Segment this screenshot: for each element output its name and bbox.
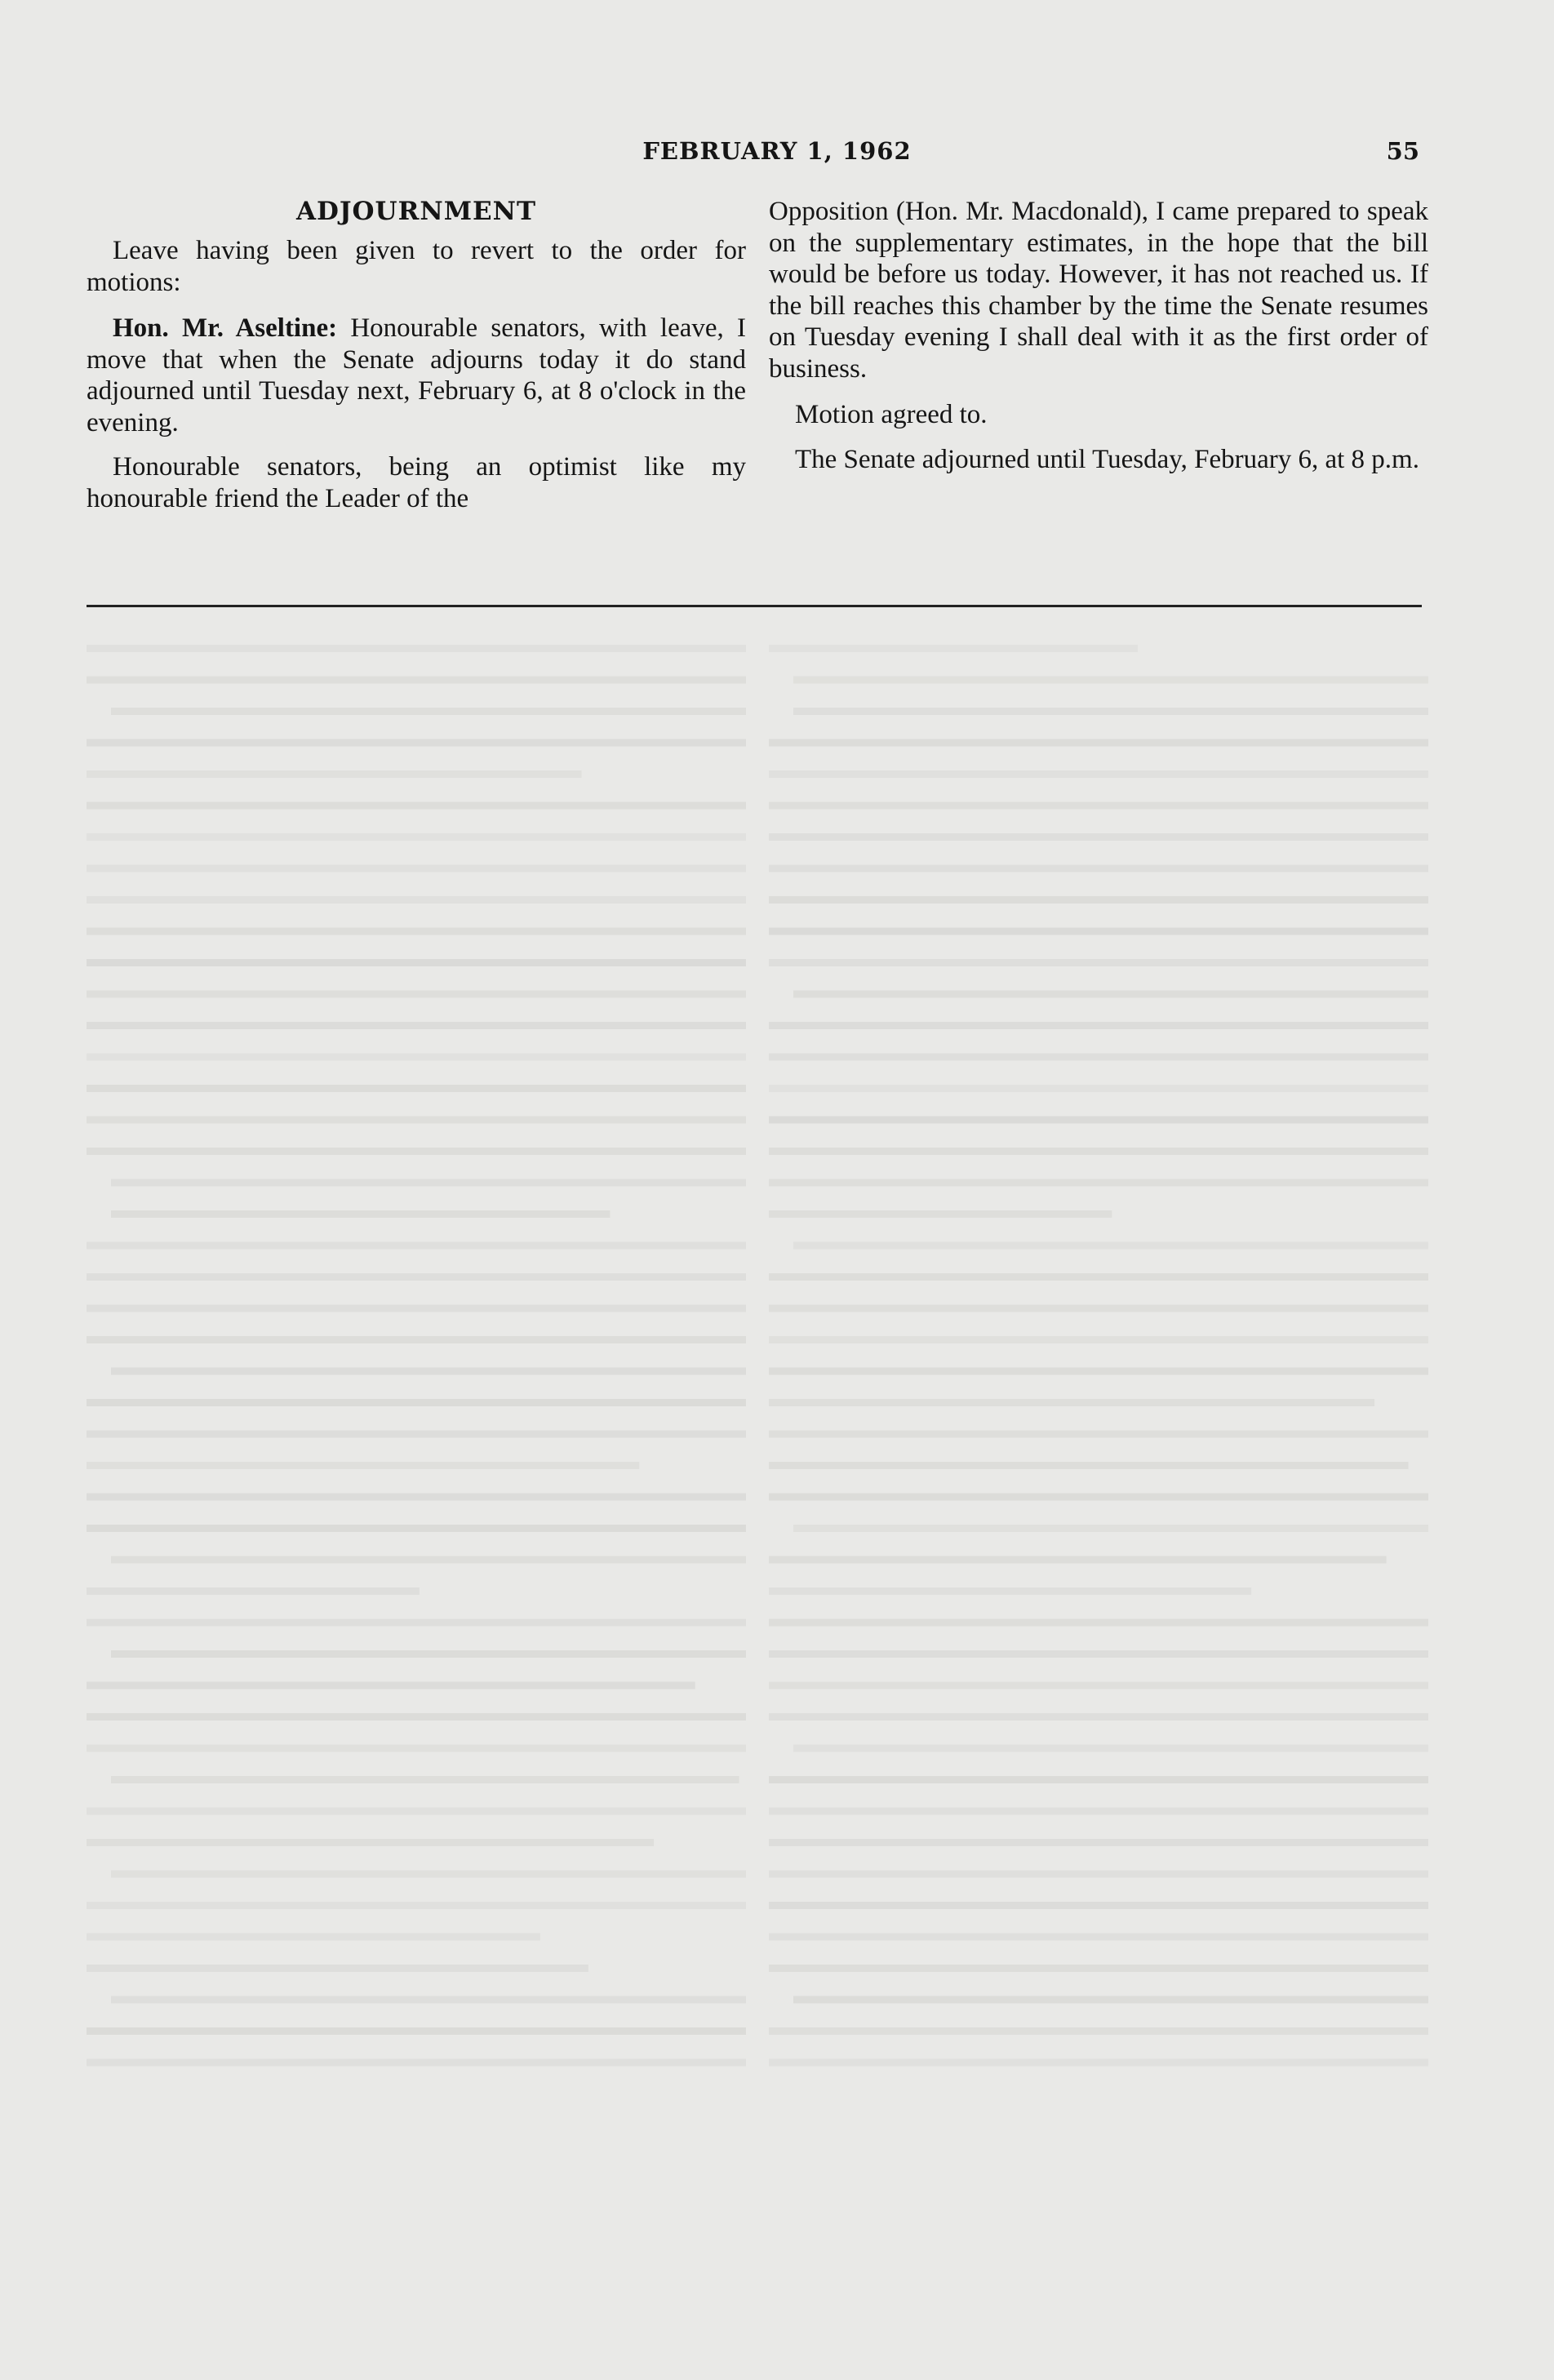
bleed-through-line xyxy=(769,959,1428,966)
bleed-through-line xyxy=(87,1054,746,1061)
bleed-through-line xyxy=(769,1556,1387,1564)
bleed-through-line xyxy=(111,1368,746,1375)
bleed-through-line xyxy=(769,1934,1428,1941)
bleed-through-line xyxy=(87,739,746,747)
bleed-through-line xyxy=(87,1965,588,1972)
bleed-through-line xyxy=(769,1619,1428,1627)
bleed-through-line xyxy=(769,1965,1428,1972)
bleed-through-line xyxy=(87,1462,639,1469)
bleed-through-line xyxy=(769,1713,1428,1721)
bleed-through-line xyxy=(793,1996,1428,2004)
bleed-through-line xyxy=(793,991,1428,998)
bleed-through-line xyxy=(769,1902,1428,1909)
bleed-through-line xyxy=(87,1148,746,1155)
bleed-through-line xyxy=(87,1242,746,1250)
bleed-through-line xyxy=(793,1745,1428,1752)
bleed-through-line xyxy=(87,802,746,810)
bleed-through-line xyxy=(87,1745,746,1752)
bleed-through-line xyxy=(87,1587,420,1595)
paragraph-optimist: Honourable senators, being an optimist like my honourable friend the Leader of the xyxy=(87,452,746,513)
bleed-through-line xyxy=(769,865,1428,873)
bleed-through-line xyxy=(87,2059,746,2067)
bleed-through-line xyxy=(769,1871,1428,1878)
bleed-through-line xyxy=(87,1934,540,1941)
paragraph-motion-agreed: Motion agreed to. xyxy=(795,400,988,429)
bleed-through-line xyxy=(87,1619,746,1627)
bleed-through-line xyxy=(769,1273,1428,1281)
bleed-through-line xyxy=(111,708,746,715)
bleed-through-line xyxy=(769,770,1428,778)
bleed-through-line xyxy=(769,1839,1428,1846)
bleed-through-line xyxy=(769,1210,1112,1218)
page-number: 55 xyxy=(1386,137,1419,165)
bleed-through-line xyxy=(87,1682,695,1690)
bleed-through-line xyxy=(87,865,746,873)
bleed-through-line xyxy=(87,1305,746,1312)
bleed-through-line xyxy=(87,1839,654,1846)
bleed-through-line xyxy=(769,1431,1428,1438)
speaker-name: Hon. Mr. Aseltine: xyxy=(113,313,338,343)
bleed-through-line xyxy=(111,1996,746,2004)
bleed-through-line xyxy=(769,1179,1428,1187)
paragraph-opposition: Opposition (Hon. Mr. Macdonald), I came prepared to speak on the supplementary estimates, in the hope that the bill would be before us today. However, it has not reached us. If the bill reaches this chamber by the time the Senate resumes on Tuesday evening I shall deal with it as the first order of business. xyxy=(769,197,1428,384)
bleed-through-line xyxy=(769,802,1428,810)
bleed-through-line xyxy=(769,1368,1428,1375)
bleed-through-line xyxy=(769,1022,1428,1029)
bleed-through-line xyxy=(87,770,582,778)
bleed-through-line xyxy=(87,1399,746,1406)
bleed-through-line xyxy=(769,2027,1428,2035)
bleed-through-line xyxy=(111,1871,746,1878)
bleed-through-line xyxy=(769,928,1428,935)
horizontal-rule xyxy=(87,605,1422,607)
bleed-through-line xyxy=(769,1808,1428,1815)
bleed-through-line xyxy=(769,1054,1428,1061)
bleed-through-line xyxy=(111,1556,746,1564)
bleed-through-line xyxy=(87,677,746,684)
bleed-through-line xyxy=(87,1022,746,1029)
bleed-through-line xyxy=(769,1462,1409,1469)
bleed-through-line xyxy=(793,1525,1428,1532)
bleed-through-line xyxy=(769,1148,1428,1155)
bleed-through-line xyxy=(769,1494,1428,1501)
bleed-through-line xyxy=(111,1210,610,1218)
bleed-through-line xyxy=(87,1713,746,1721)
bleed-through-line xyxy=(87,1336,746,1343)
bleed-through-line xyxy=(87,2027,746,2035)
bleed-through-line xyxy=(87,1431,746,1438)
bleed-through-line xyxy=(769,1117,1428,1124)
bleed-through-line xyxy=(87,833,746,841)
bleed-through-line xyxy=(793,677,1428,684)
bleed-through-line xyxy=(87,1902,746,1909)
bleed-through-line xyxy=(87,1808,746,1815)
bleed-through-line xyxy=(111,1179,746,1187)
bleed-through-line xyxy=(769,1650,1428,1658)
bleed-through-line xyxy=(87,1494,746,1501)
left-column xyxy=(87,196,746,527)
bleed-through-line xyxy=(111,1650,746,1658)
bleed-through-line xyxy=(87,896,746,904)
bleed-through-line xyxy=(87,645,746,652)
bleed-through-line xyxy=(793,708,1428,715)
paragraph-motion-text: Honourable senators, with leave, I move that when the Senate adjourns today it do stand adjourned until Tuesday next, February 6, at 8 o'clock in the evening. xyxy=(87,313,746,437)
bleed-through-line xyxy=(769,1336,1428,1343)
bleed-through-line xyxy=(87,959,746,966)
bleed-through-line xyxy=(793,1242,1428,1250)
paragraph-motion xyxy=(87,313,746,438)
bleed-through-line xyxy=(87,1273,746,1281)
paragraph-senate-adjourned: The Senate adjourned until Tuesday, February 6, at 8 p.m. xyxy=(795,444,1419,474)
bleed-through-line xyxy=(769,739,1428,747)
bleed-through-line xyxy=(769,2059,1428,2067)
bleed-through-line xyxy=(769,1085,1428,1092)
bleed-through-line xyxy=(87,991,746,998)
paragraph-leave: Leave having been given to revert to the order for motions: xyxy=(87,236,746,297)
bleed-through-line xyxy=(769,1682,1428,1690)
section-heading: ADJOURNMENT xyxy=(295,197,537,226)
bleed-through-line xyxy=(87,1117,746,1124)
bleed-through-line xyxy=(87,1085,746,1092)
bleed-through-line xyxy=(769,1305,1428,1312)
bleed-through-line xyxy=(87,928,746,935)
bleed-through-line xyxy=(87,1525,746,1532)
bleed-through-line xyxy=(769,833,1428,841)
bleed-through-line xyxy=(769,1776,1428,1783)
bleed-through-line xyxy=(769,896,1428,904)
bleed-through-line xyxy=(769,645,1138,652)
right-column xyxy=(769,196,1428,488)
bleed-through-line xyxy=(111,1776,739,1783)
page-header-date: FEBRUARY 1, 1962 xyxy=(642,137,912,165)
bleed-through-line xyxy=(769,1399,1374,1406)
bleed-through-line xyxy=(769,1587,1251,1595)
